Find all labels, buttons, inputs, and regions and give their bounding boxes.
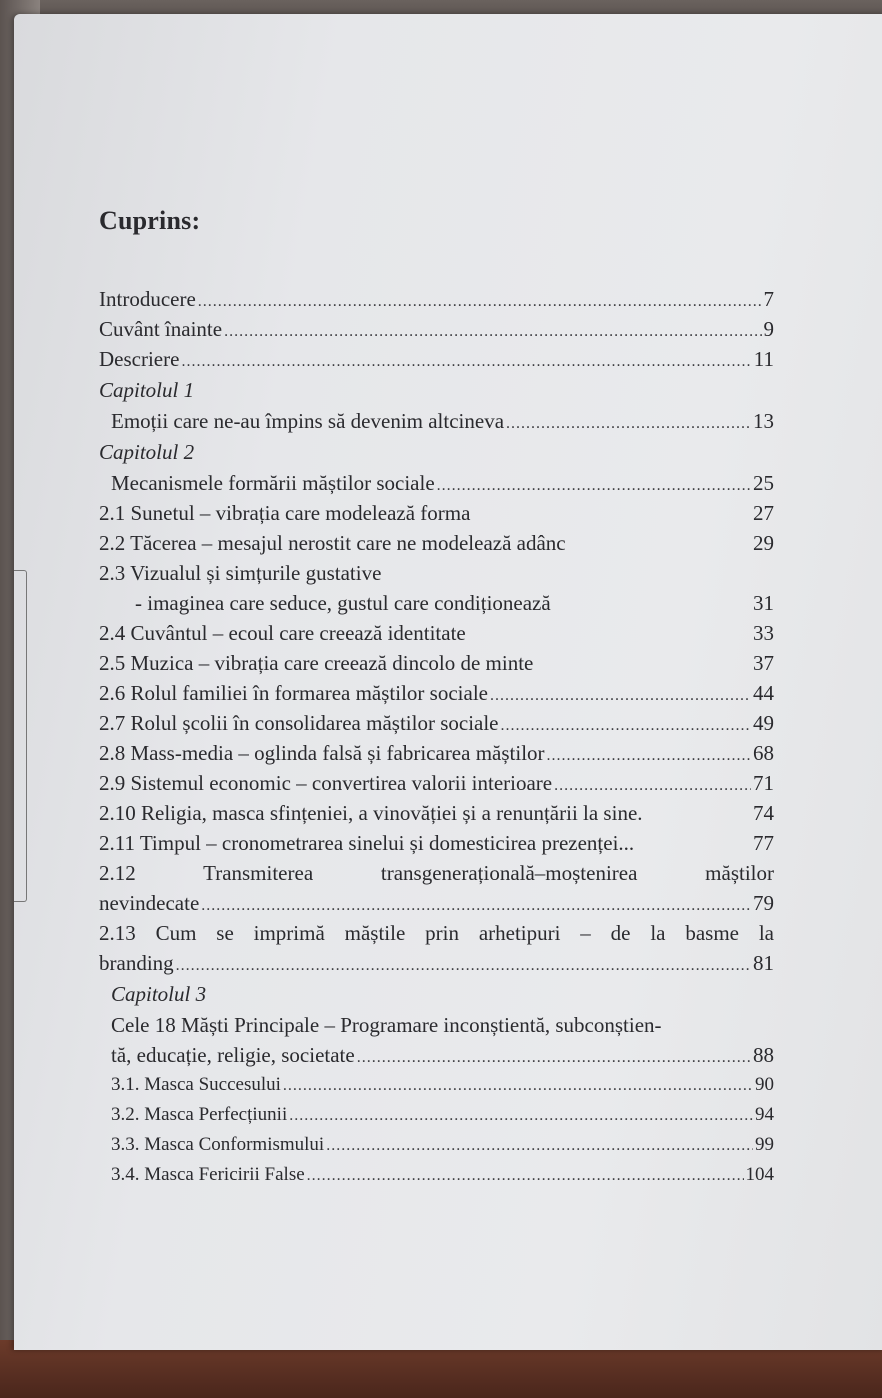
toc-entry bbox=[99, 708, 774, 738]
toc-entry-title: Introducere bbox=[99, 287, 196, 311]
toc-entry-title: - imaginea care seduce, gustul care condiționează bbox=[135, 591, 551, 615]
chapter-heading: Capitolul 1 bbox=[99, 378, 195, 402]
toc-leader bbox=[357, 1043, 751, 1073]
toc-entry bbox=[99, 528, 774, 558]
toc-entry-page: 7 bbox=[763, 287, 774, 311]
toc-entry-title: 2.11 Timpul – cronometrarea sinelui și domesticirea prezenței... bbox=[99, 831, 635, 855]
toc-entry bbox=[99, 1100, 774, 1130]
toc-entry-title: 2.4 Cuvântul – ecoul care creează identitate bbox=[99, 621, 466, 645]
toc-entry-page: 31 bbox=[753, 591, 774, 615]
toc-entry-page: 71 bbox=[753, 771, 774, 795]
toc-entry-title: 2.3 Vizualul și simțurile gustative bbox=[99, 561, 382, 585]
toc-entry-page: 79 bbox=[753, 891, 774, 915]
toc-entry-page: 9 bbox=[763, 317, 774, 341]
toc-entry-title: 2.10 Religia, masca sfințeniei, a vinovăției și a renunțării la sine. bbox=[99, 801, 643, 825]
toc-leader bbox=[283, 1071, 753, 1101]
toc-entry bbox=[99, 1010, 774, 1040]
toc-leader bbox=[224, 317, 761, 347]
toc-entry-title: tă, educație, religie, societate bbox=[111, 1043, 355, 1067]
toc-entry-title: 2.1 Sunetul – vibrația care modelează forma bbox=[99, 501, 471, 525]
toc-entry bbox=[99, 344, 774, 374]
toc-entry-title: branding bbox=[99, 951, 174, 975]
toc-leader bbox=[437, 471, 751, 501]
toc-entry-page: 11 bbox=[753, 347, 774, 371]
toc-entry-title: 2.8 Mass-media – oglinda falsă și fabricarea măștilor bbox=[99, 741, 545, 765]
toc-entry-page: 33 bbox=[753, 621, 774, 645]
toc-entry-page: 94 bbox=[755, 1104, 774, 1125]
toc-entry bbox=[99, 498, 774, 528]
toc-entry-title: 2.12 Transmiterea transgenerațională–moștenirea măștilor bbox=[99, 861, 774, 885]
chapter-heading: Capitolul 2 bbox=[99, 440, 195, 464]
toc-entry bbox=[99, 768, 774, 798]
toc-entry-page: 27 bbox=[753, 501, 774, 525]
toc-entry-title: 3.2. Masca Perfecțiunii bbox=[111, 1104, 288, 1125]
toc-entry-title: Descriere bbox=[99, 347, 180, 371]
page-edge-mark bbox=[14, 570, 27, 902]
toc-entry bbox=[99, 678, 774, 708]
toc-entry-title: Cuvânt înainte bbox=[99, 317, 223, 341]
toc-entry-page: 13 bbox=[753, 409, 774, 433]
toc-leader bbox=[307, 1161, 744, 1191]
toc-entry-title: nevindecate bbox=[99, 891, 200, 915]
toc-entry bbox=[99, 406, 774, 436]
toc-entry bbox=[99, 588, 774, 618]
toc-leader bbox=[201, 891, 751, 921]
toc-entry-title: 2.2 Tăcerea – mesajul nerostit care ne modelează adânc bbox=[99, 531, 566, 555]
toc-leader bbox=[181, 347, 751, 377]
toc-leader bbox=[490, 681, 751, 711]
toc-entry bbox=[99, 558, 774, 588]
toc-entry-title: 2.13 Cum se imprimă măștile prin arhetipuri – de la basme la bbox=[99, 921, 774, 945]
toc-entry-page: 90 bbox=[755, 1074, 774, 1095]
toc-leader bbox=[326, 1131, 753, 1161]
toc-entry bbox=[99, 798, 774, 828]
toc-entry bbox=[99, 888, 774, 918]
toc-entry-page: 37 bbox=[753, 651, 774, 675]
toc-entry-page: 49 bbox=[753, 711, 774, 735]
toc-entry-page: 44 bbox=[753, 681, 774, 705]
toc-entry-page: 81 bbox=[753, 951, 774, 975]
toc-entry-title: 3.1. Masca Succesului bbox=[111, 1074, 281, 1095]
chapter-heading: Capitolul 3 bbox=[111, 982, 207, 1006]
toc-entry bbox=[99, 1160, 774, 1190]
table-of-contents bbox=[99, 284, 774, 1190]
toc-entry-page: 74 bbox=[753, 801, 774, 825]
toc-entry bbox=[99, 314, 774, 344]
toc-entry bbox=[99, 738, 774, 768]
toc-entry-page: 99 bbox=[755, 1134, 774, 1155]
toc-leader bbox=[547, 741, 751, 771]
toc-entry-page: 25 bbox=[753, 471, 774, 495]
toc-entry-title: Emoții care ne-au împins să devenim altcineva bbox=[111, 409, 505, 433]
page-title: Cuprins: bbox=[99, 206, 201, 235]
toc-entry-title: Mecanismele formării măștilor sociale bbox=[111, 471, 435, 495]
toc-entry bbox=[99, 284, 774, 314]
toc-leader bbox=[554, 771, 751, 801]
toc-entry bbox=[99, 1130, 774, 1160]
toc-entry-title: 2.9 Sistemul economic – convertirea valorii interioare bbox=[99, 771, 553, 795]
toc-leader bbox=[198, 287, 762, 317]
toc-entry bbox=[99, 1070, 774, 1100]
toc-entry bbox=[99, 648, 774, 678]
toc-entry-title: 3.3. Masca Conformismului bbox=[111, 1134, 325, 1155]
toc-entry-title: Cele 18 Măști Principale – Programare inconștientă, subconștien- bbox=[111, 1013, 662, 1037]
toc-leader bbox=[506, 409, 751, 439]
toc-entry-title: 2.6 Rolul familiei în formarea măștilor sociale bbox=[99, 681, 488, 705]
book-page bbox=[14, 14, 882, 1350]
toc-entry bbox=[99, 618, 774, 648]
toc-entry-title: 3.4. Masca Fericirii False bbox=[111, 1164, 305, 1185]
toc-entry-page: 104 bbox=[745, 1164, 774, 1185]
toc-entry bbox=[99, 1040, 774, 1070]
toc-entry-page: 29 bbox=[753, 531, 774, 555]
toc-entry bbox=[99, 828, 774, 858]
toc-entry-page: 68 bbox=[753, 741, 774, 765]
toc-entry-page: 88 bbox=[753, 1043, 774, 1067]
toc-entry-title: 2.7 Rolul școlii în consolidarea măștilor sociale bbox=[99, 711, 499, 735]
toc-entry-page: 77 bbox=[753, 831, 774, 855]
toc-leader bbox=[289, 1101, 753, 1131]
toc-entry bbox=[99, 948, 774, 978]
toc-leader bbox=[501, 711, 751, 741]
toc-leader bbox=[176, 951, 751, 981]
toc-entry bbox=[99, 468, 774, 498]
toc-entry-title: 2.5 Muzica – vibrația care creează dincolo de minte bbox=[99, 651, 534, 675]
